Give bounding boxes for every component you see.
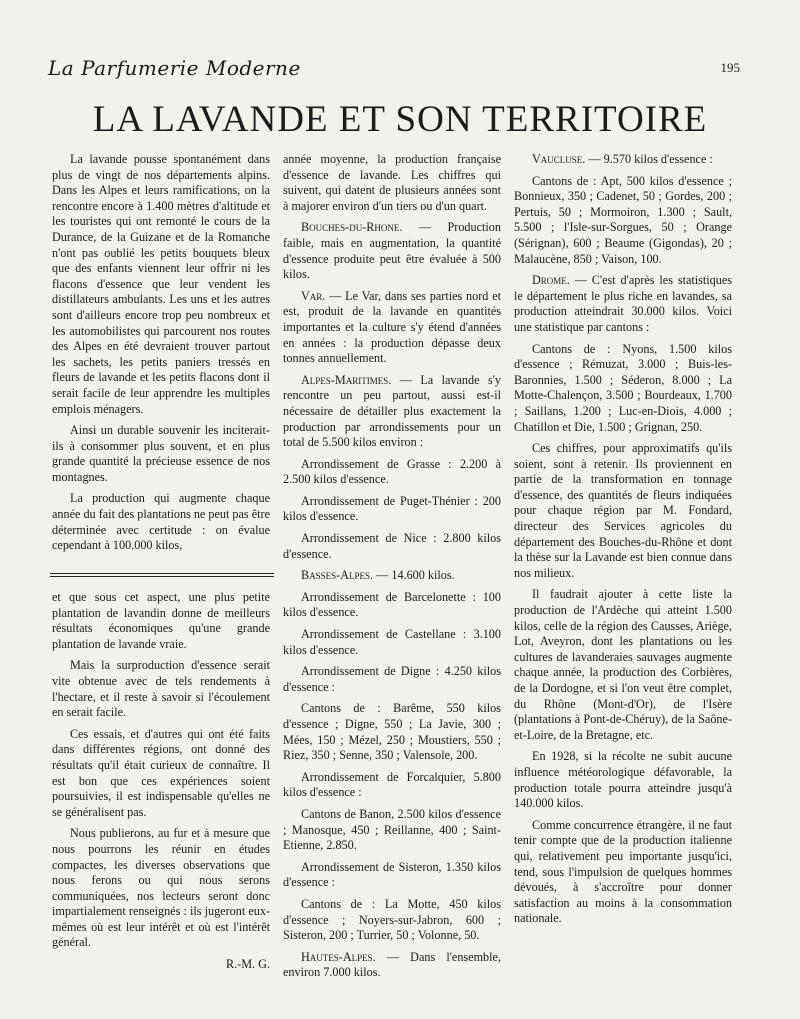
region-text: — La lavande s'y rencontre un peu partout, aussi est-il nécessaire de détailler plus exactement la production par arrondissements pour un total de 5.500 kilos environ :: [283, 372, 501, 450]
region-var: [283, 289, 501, 367]
region-label: Alpes-Maritimes.: [301, 372, 392, 387]
region-label: Bouches-du-Rhone.: [301, 220, 403, 235]
list-item: Arrondissement de Sisteron, 1.350 kilos d'essence :: [283, 859, 501, 890]
page-number: 195: [720, 60, 740, 75]
list-item: Arrondissement de Nice : 2.800 kilos d'essence.: [283, 531, 501, 561]
region-text: — 14.600 kilos.: [373, 568, 455, 583]
region-label: Vaucluse.: [532, 152, 586, 166]
list-item: Cantons de : Barême, 550 kilos d'essence ; Digne, 550 ; La Javie, 300 ; Mées, 150 ; Mézel, 250 ; Moustiers, 550 ; Riez, 350 ; Senne, 350 ; Valensole, 200.: [283, 701, 501, 763]
column-3: [514, 152, 732, 933]
list-item: Cantons de : Nyons, 1.500 kilos d'essence ; Rémuzat, 3.000 ; Buis-les-Baronnies, 1.500 ; Séderon, 8.000 ; La Motte-Chalençon, 3.500 ; Bourdeaux, 1.700 ; Saillans, 1.200 ; Luc-en-Diois, 4.000 ; Chatillon et Die, 1.500 ; Grignan, 250.: [514, 341, 732, 434]
list-item: Arrondissement de Puget-Thénier : 200 kilos d'essence.: [283, 493, 501, 524]
region-text: — 9.570 kilos d'essence :: [585, 152, 713, 166]
region-text: — C'est d'après les statistiques le département le plus riche en lavandes, sa production atteindrait 30.000 kilos. Voici une statistique par cantons :: [514, 273, 732, 334]
region-label: Hautes-Alpes.: [301, 949, 376, 964]
list-item: Cantons de : La Motte, 450 kilos d'essence ; Noyers-sur-Jabron, 600 ; Sisteron, 200 ; Turrier, 50 ; Volonne, 50.: [283, 896, 501, 943]
region-label: Basses-Alpes.: [301, 568, 374, 583]
region-text: — Production faible, mais en augmentation, la quantité d'essence produite peut être évaluée à 500 kilos.: [283, 220, 501, 282]
column-1-continued: [52, 590, 270, 979]
region-label: Drome.: [532, 273, 570, 288]
journal-title: La Parfumerie Moderne: [48, 56, 301, 80]
list-item: Arrondissement de Castellane : 3.100 kilos d'essence.: [283, 627, 501, 657]
list-item: Cantons de Banon, 2.500 kilos d'essence ; Manosque, 450 ; Reillanne, 400 ; Saint-Etienne, 2.850.: [283, 806, 501, 853]
list-item: Arrondissement de Forcalquier, 5.800 kilos d'essence :: [283, 769, 501, 800]
paragraph: En 1928, si la récolte ne subit aucune influence météorologique défavorable, la production totale pourra atteindre jusqu'à 140.000 kilos.: [514, 749, 732, 811]
list-item: Cantons de : Apt, 500 kilos d'essence ; Bonnieux, 350 ; Cadenet, 50 ; Gordes, 200 ; Pertuis, 50 ; Mormoiron, 1.300 ; Sault, 5.500 ; l'Isle-sur-Sorgues, 50 ; Orange (Sérignan), 600 ; Beaume (Gigondas), 20 ; Malaucène, 850 ; Vaison, 100.: [514, 173, 732, 266]
paragraph: Ces essais, et d'autres qui ont été faits dans différentes régions, ont donné des résultats qu'il était curieux de connaître. Il est bon que ces expériences soient poursuivies, il est indispensable qu'elles ne se généralisent pas.: [52, 726, 270, 819]
paragraph: Comme concurrence étrangère, il ne faut tenir compte que de la production italienne qui, relativement peu importante jusqu'ici, tend, sous l'impulsion de quelques hommes dévoués, à s'accroître pour donner satisfaction au moins à la consommation nationale.: [514, 817, 732, 926]
paragraph: et que sous cet aspect, une plus petite plantation de lavandin donne de meilleurs résultats économiques qu'une grande plantation de lavande vraie.: [52, 590, 270, 651]
list-item: Arrondissement de Barcelonette : 100 kilos d'essence.: [283, 589, 501, 620]
list-item: Arrondissement de Grasse : 2.200 à 2.500 kilos d'essence.: [283, 456, 501, 487]
paragraph: La lavande pousse spontanément dans plus de vingt de nos départements alpins. Dans les Alpes et leurs ramifications, on la rencontre encore à 1.400 mètres d'altitude et les touristes qui ont remonté le cours de la Durance, de la Guizane et de la Romanche n'ont pas oublié les petits bouquets bleux que des enfants viennent leur offrir ni les flacons d'essence que leur vendent les distillateurs ambulants. Les uns et les autres sont d'ailleurs encore trop peu nombreux et les automobilistes qui parcourent nos routes des Alpes en été devraient trouver partout les sachets, les petits paniers tressés en fleurs de lavande et les petits flacons dont il serait facile de leur apprendre les multiples emplois ménagers.: [52, 152, 270, 416]
paragraph: Mais la surproduction d'essence serait vite obtenue avec de tels rendements à l'hectare, et il reste à savoir si l'écoulement en serait facile.: [52, 658, 270, 720]
article-title: LA LAVANDE ET SON TERRITOIRE: [92, 99, 708, 140]
region-vaucluse: [514, 152, 732, 168]
list-item: Arrondissement de Digne : 4.250 kilos d'essence :: [283, 664, 501, 694]
region-hautes-alpes: [283, 950, 501, 981]
running-header: [48, 56, 740, 86]
paragraph: Nous publierons, au fur et à mesure que nous pourrons les réunir en études compactes, les diverses observations que nous ferons ou qui nous serons communiquées, nos lecteurs seront donc impartialement renseignés : ils jugeront eux-mêmes où est leur intérêt et où est l'intérêt général.: [52, 826, 270, 950]
paragraph: Il faudrait ajouter à cette liste la production de l'Ardèche qui atteint 1.500 kilos, celle de la région des Causses, Ariège, Lot, Aveyron, dont les plantations ou les cultures de lavanderaies sauvages augmente chaque année, la production des Corbières, de la Dordogne, et si l'on veut être complet, du Rhône (Mont-d'Or), de l'Isère (plantations à Pont-de-Chéruy), de la Saône-et-Loire, de la Bretagne, etc.: [514, 587, 732, 742]
author-signature: R.-M. G.: [225, 957, 270, 972]
paragraph: année moyenne, la production française d'essence de lavande. Les chiffres qui suivent, qui datent de plusieurs années sont à majorer environ d'un tiers ou d'un quart.: [283, 152, 501, 213]
region-alpes-maritimes: [283, 373, 501, 451]
column-2: [283, 152, 501, 987]
region-bouches-du-rhone: [283, 220, 501, 282]
paragraph: Ainsi un durable souvenir les inciterait-ils à consommer plus souvent, et en plus grande quantité la précieuse essence de nos montagnes.: [52, 423, 270, 484]
paragraph: Ces chiffres, pour approximatifs qu'ils soient, sont à retenir. Ils proviennent en partie de la transformation en tonnage d'essence, des quantités de fleurs indiquées pour chaque région par M. Fondard, directeur des Services agricoles du département des Bouches-du-Rhône et dont la thèse sur la Lavande est bien connue dans nos milieux.: [514, 441, 732, 580]
double-rule-divider: [50, 573, 274, 577]
region-text: — Dans l'ensemble, environ 7.000 kilos.: [283, 949, 501, 980]
region-basses-alpes: [283, 568, 501, 584]
region-drome: [514, 273, 732, 335]
region-label: Var.: [301, 288, 326, 303]
region-text: — Le Var, dans ses parties nord et est, produit de la lavande en quantités importantes et la culture s'y étend d'années en années : la production dépasse deux tonnes annuellement.: [283, 288, 501, 366]
column-1: [52, 152, 270, 560]
paragraph: La production qui augmente chaque année du fait des plantations ne peut pas être déterminée avec certitude : on évalue cependant à 100.000 kilos,: [52, 491, 270, 553]
